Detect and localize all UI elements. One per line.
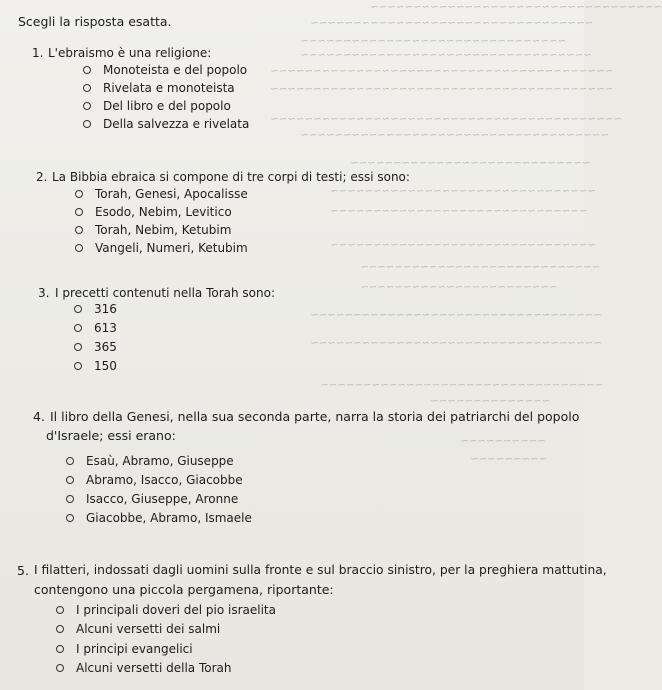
option-label[interactable]: Esaù, Abramo, Giuseppe	[86, 454, 234, 468]
bleed-through-text: ~~~~~~~~~~~~~~~~~~~~~~~~~~~~	[360, 262, 601, 273]
radio-button[interactable]	[75, 226, 83, 234]
option-label[interactable]: Della salvezza e rivelata	[103, 117, 250, 131]
bleed-through-text: ~~~~~~~~~~~~~~~~~~~~~~~~~~~~~~~~~~	[310, 338, 602, 349]
option-label[interactable]: Del libro e del popolo	[103, 99, 231, 113]
question-5-text-line-1: I filatteri, indossati dagli uomini sulla fronte e sul braccio sinistro, per la preghiera mattutina,	[34, 563, 607, 577]
bleed-through-text: ~~~~~~~~~~~~~~~~~~~~~~~~~~~~~~~~~	[320, 380, 604, 391]
question-1-text: L'ebraismo è una religione:	[48, 46, 212, 60]
question-2-option-4[interactable]	[75, 241, 248, 255]
radio-button[interactable]	[74, 343, 82, 351]
question-2-option-1[interactable]	[75, 187, 248, 201]
radio-button[interactable]	[75, 208, 83, 216]
option-label[interactable]: Giacobbe, Abramo, Ismaele	[86, 511, 252, 525]
radio-button[interactable]	[83, 66, 91, 74]
question-3-option-4[interactable]	[74, 359, 117, 373]
question-4-option-3[interactable]	[66, 492, 238, 506]
question-4-text-line-2: d'Israele; essi erano:	[46, 428, 176, 443]
question-5-option-2[interactable]	[56, 622, 220, 636]
option-label[interactable]: Torah, Genesi, Apocalisse	[95, 187, 248, 201]
question-5-number: 5.	[17, 563, 29, 578]
question-3-text: I precetti contenuti nella Torah sono:	[55, 286, 276, 300]
question-3-number: 3.	[38, 286, 50, 300]
question-3-option-2[interactable]	[74, 321, 117, 335]
option-label[interactable]: 316	[94, 302, 117, 316]
question-1-option-4[interactable]	[83, 117, 249, 131]
radio-button[interactable]	[75, 190, 83, 198]
question-1-number: 1.	[32, 46, 44, 60]
question-4-text-line-1: Il libro della Genesi, nella sua seconda parte, narra la storia dei patriarchi del popolo	[50, 409, 580, 424]
bleed-through-text: ~~~~~~~~~~~~~~	[430, 396, 551, 407]
option-label[interactable]: Abramo, Isacco, Giacobbe	[86, 473, 243, 487]
bleed-through-text: ~~~~~~~~~~~~~~~~~~~~~~~~~~~~~~~~~~~~~~~~	[270, 84, 614, 95]
radio-button[interactable]	[75, 244, 83, 252]
radio-button[interactable]	[66, 514, 74, 522]
bleed-through-text: ~~~~~~~~~~~~~~~~~~~~~~~	[360, 282, 558, 293]
bleed-through-text: ~~~~~~~~~~~~~~~~~~~~~~~~~~~~~~~~~	[310, 18, 594, 29]
question-4-option-2[interactable]	[66, 473, 243, 487]
bleed-through-text: ~~~~~~~~~~~~~~~~~~~~~~~~~~~~~~~	[330, 240, 596, 251]
option-label[interactable]: Torah, Nebim, Ketubim	[95, 223, 232, 237]
option-label[interactable]: I principi evangelici	[76, 642, 193, 656]
radio-button[interactable]	[83, 120, 91, 128]
bleed-through-text: ~~~~~~~~~~~~~~~~~~~~~~~~~~~~~~~~~~~~	[300, 130, 609, 141]
bleed-through-text: ~~~~~~~~~~	[460, 436, 546, 447]
question-5-option-1[interactable]	[56, 603, 276, 617]
radio-button[interactable]	[66, 457, 74, 465]
instructions-heading: Scegli la risposta esatta.	[18, 14, 172, 29]
option-label[interactable]: Rivelata e monoteista	[103, 81, 235, 95]
question-1-option-1[interactable]	[83, 63, 247, 77]
bleed-through-text: ~~~~~~~~~~~~~~~~~~~~~~~~~~~~~~~	[300, 36, 566, 47]
option-label[interactable]: Vangeli, Numeri, Ketubim	[95, 241, 248, 255]
question-5-text-line-2: contengono una piccola pergamena, riportante:	[34, 582, 334, 597]
option-label[interactable]: Isacco, Giuseppe, Aronne	[86, 492, 239, 506]
question-4-number: 4.	[33, 409, 45, 424]
bleed-through-text: ~~~~~~~~~~~~~~~~~~~~~~~~~~~~	[350, 158, 591, 169]
radio-button[interactable]	[56, 625, 64, 633]
question-1-option-2[interactable]	[83, 81, 235, 95]
question-4-option-4[interactable]	[66, 511, 252, 525]
bleed-through-text: ~~~~~~~~~~~~~~~~~~~~~~~~~~~~~~~~~~	[300, 50, 592, 61]
radio-button[interactable]	[56, 606, 64, 614]
question-3-option-1[interactable]	[74, 302, 117, 316]
option-label[interactable]: 150	[94, 359, 117, 373]
question-1-option-3[interactable]	[83, 99, 231, 113]
bleed-through-text: ~~~~~~~~~~~~~~~~~~~~~~~~~~~~~~~~~~~~~~~~	[270, 66, 614, 77]
question-5-option-4[interactable]	[56, 661, 231, 675]
bleed-through-text: ~~~~~~~~~~~~~~~~~~~~~~~~~~~~~~~~~~~~~~~~~	[270, 114, 622, 125]
question-5-option-3[interactable]	[56, 642, 193, 656]
question-3-option-3[interactable]	[74, 340, 117, 354]
question-2-option-2[interactable]	[75, 205, 232, 219]
radio-button[interactable]	[66, 495, 74, 503]
radio-button[interactable]	[56, 645, 64, 653]
question-4-option-1[interactable]	[66, 454, 234, 468]
radio-button[interactable]	[74, 324, 82, 332]
option-label[interactable]: Alcuni versetti della Torah	[76, 661, 232, 675]
option-label[interactable]: Alcuni versetti dei salmi	[76, 622, 221, 636]
radio-button[interactable]	[74, 305, 82, 313]
radio-button[interactable]	[56, 664, 64, 672]
radio-button[interactable]	[83, 84, 91, 92]
option-label[interactable]: I principali doveri del pio israelita	[76, 603, 276, 617]
question-2-number: 2.	[36, 170, 48, 184]
bleed-through-text: ~~~~~~~~~	[470, 454, 548, 465]
question-2-text: La Bibbia ebraica si compone di tre corpi di testi; essi sono:	[52, 170, 410, 184]
question-2-option-3[interactable]	[75, 223, 231, 237]
bleed-through-text: ~~~~~~~~~~~~~~~~~~~~~~~~~~~~~~~	[330, 186, 596, 197]
radio-button[interactable]	[74, 362, 82, 370]
option-label[interactable]: 613	[94, 321, 117, 335]
option-label[interactable]: 365	[94, 340, 117, 354]
option-label[interactable]: Monoteista e del popolo	[103, 63, 248, 77]
bleed-through-text: ~~~~~~~~~~~~~~~~~~~~~~~~~~~~~~	[330, 206, 588, 217]
bleed-through-text: ~~~~~~~~~~~~~~~~~~~~~~~~~~~~~~~~~~	[310, 310, 602, 321]
radio-button[interactable]	[83, 102, 91, 110]
radio-button[interactable]	[66, 476, 74, 484]
option-label[interactable]: Esodo, Nebim, Levitico	[95, 205, 232, 219]
bleed-through-text: ~~~~~~~~~~~~~~~~~~~~~~~~~~~~~~~~~~	[370, 2, 662, 13]
